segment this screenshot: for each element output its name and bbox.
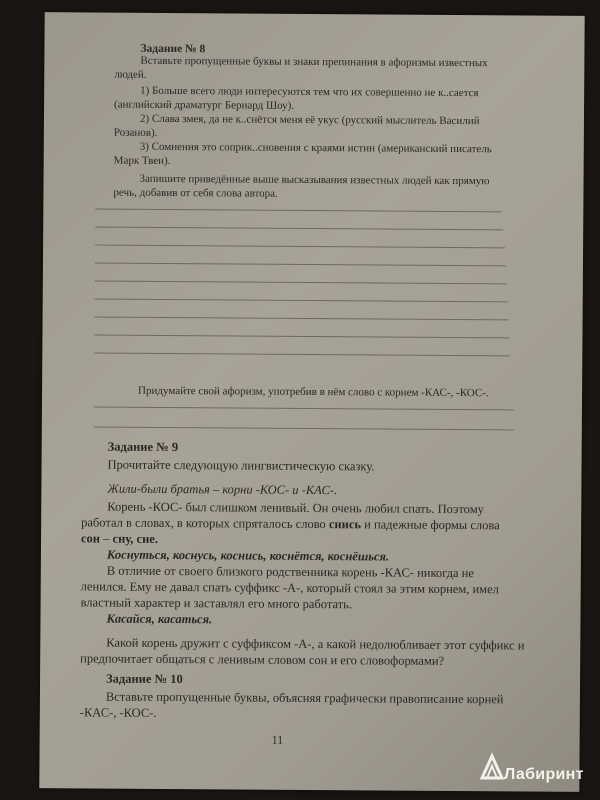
writing-line [94,406,514,410]
task9-p2-c: – [103,531,110,546]
task10-title: Задание № 10 [106,671,183,687]
writing-line [95,316,509,320]
task9-instruction: Прочитайте следующую лингвистическую сказку. [107,457,375,474]
task8-title: Задание № 8 [140,42,206,56]
task9-p2-word-snis: снись [328,517,362,532]
book-page [39,12,584,792]
task8-item-2: 2) Слава змея, да не к..снётся меня её укус (русский мыслитель Василий Розанов). [113,112,480,139]
task9-p2-a: Корень -КОС- был слишком ленивый. Он очень любил спать. Поэтому работал в словах, в которых спряталось слово [81,499,484,532]
labirint-watermark [478,752,598,792]
task9-p2 [81,498,521,549]
task9-p3: Коснуться, коснусь, коснись, коснётся, коснёшься. [106,547,390,564]
task9-p4: В отличие от своего близкого родственника корень -КАС- никогда не ленился. Ему не давал спать суффикс -А-, который стоял за этим корнем, имел властный характер и заставлял его много работать. [80,563,499,612]
writing-line [95,280,507,284]
task8-item-1: 1) Больше всего люди интересуются тем что их совершенно не к..сается (английский драматург Бернард Шоу). [114,84,479,112]
page-number: 11 [271,732,284,747]
writing-line [94,334,509,338]
writing-line [95,262,506,266]
task8-item-3: 3) Сомнения это соприк..сновения с краями истин (американский писатель Марк Твен). [113,140,492,167]
task8-instruction: Вставьте пропущенные буквы и знаки препинания в афоризмы известных людей. [114,54,488,81]
task9-p5: Касайся, касаться. [106,611,213,627]
watermark-text: Лабиринт [504,766,584,783]
writing-line [95,244,505,248]
writing-line [95,298,508,302]
writing-line [95,226,503,230]
task10-instruction: Вставьте пропущенные буквы, объясняя графически правописание корней -КАС-, -КОС-. [79,689,504,720]
task9-p2-word-son: сон [80,531,101,546]
task9-p1: Жили-были братья – корни -КОС- и -КАС-. [107,481,338,498]
task9-p2-b: и падежные формы слова [364,517,500,533]
task9-question: Какой корень дружит с суффиксом -А-, а какой недолюбливает этот суффикс и предпочитает общаться с ленивым словом сон и его словоформами? [80,635,525,668]
task8-write-instruction: Запишите приведённые выше высказывания известных людей как прямую речь, добавив от себя слова автора. [113,172,490,200]
writing-line [95,208,501,212]
task9-title: Задание № 9 [107,439,179,455]
writing-line [94,426,514,430]
task8-aphorism-prompt: Придумайте свой афоризм, употребив в нём слово с корнем -КАС-, -КОС-. [138,384,489,400]
task9-p2-word-forms: сну, сне. [112,531,159,546]
writing-line [94,352,510,356]
